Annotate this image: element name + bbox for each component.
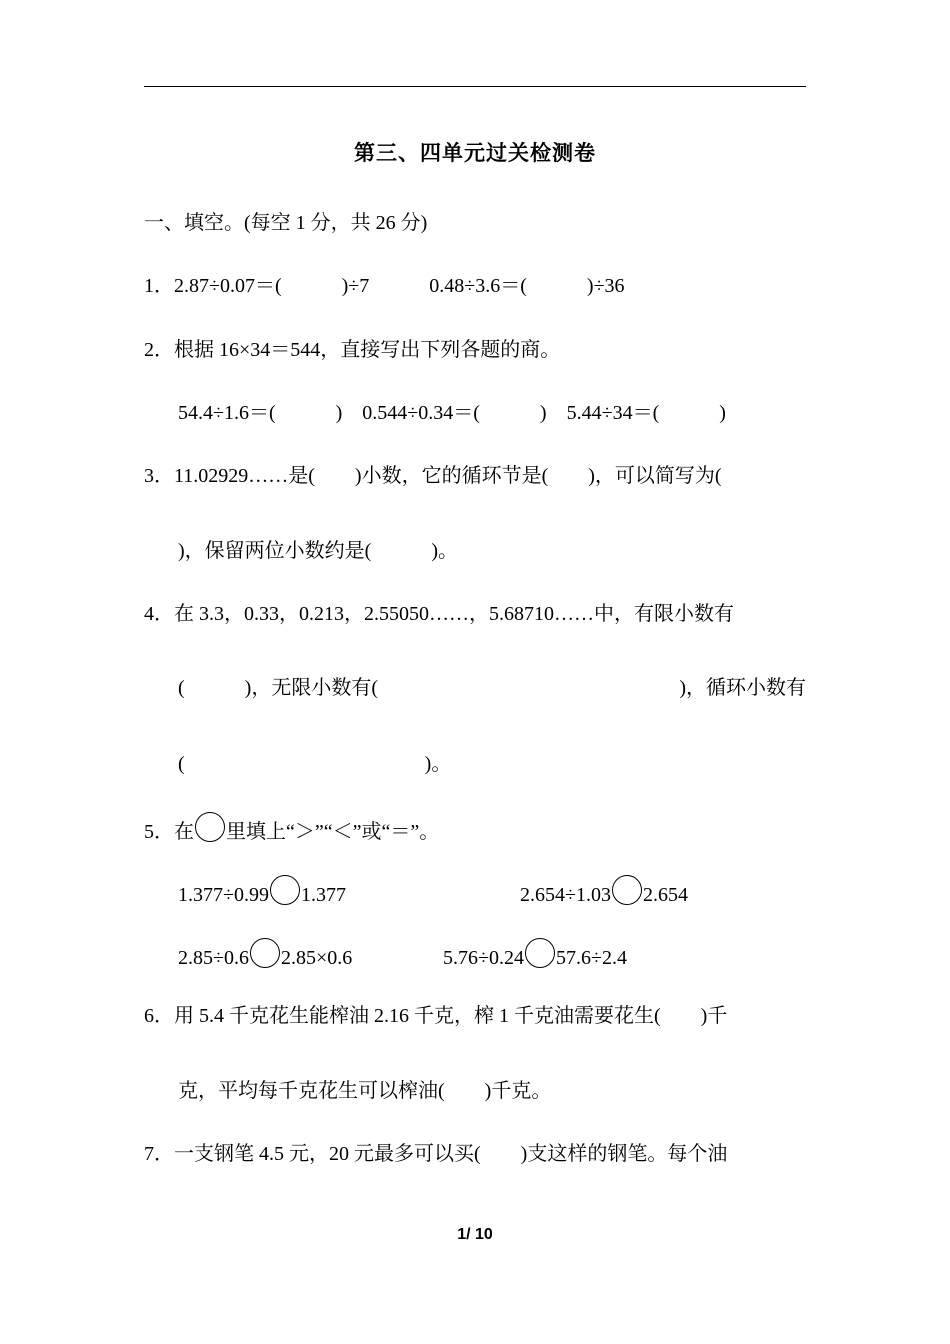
question-1: 1．2.87÷0.07＝( )÷7 0.48÷3.6＝( )÷36 [144, 275, 625, 297]
answer-circle-icon[interactable] [525, 938, 555, 968]
blank-circle-icon [195, 812, 225, 842]
compare-item [443, 938, 627, 972]
question-4-line3: ( )。 [178, 753, 452, 775]
section-heading: 一、填空。(每空 1 分，共 26 分) [144, 212, 428, 234]
compare-right: 57.6÷2.4 [555, 947, 627, 969]
question-3-text: 3．11.02929……是( )小数，它的循环节是( )，可以简写为( [144, 465, 722, 487]
question-4-left: ( )，无限小数有( [178, 677, 378, 699]
question-3-line1 [144, 462, 806, 490]
compare-left: 5.76÷0.24 [443, 947, 524, 969]
page-title: 第三、四单元过关检测卷 [354, 141, 596, 165]
header-rule [144, 86, 806, 87]
question-4-right: )，循环小数有 [679, 677, 806, 699]
question-2: 2．根据 16×34＝544，直接写出下列各题的商。 [144, 339, 561, 361]
question-2-subitems: 54.4÷1.6＝( ) 0.544÷0.34＝( ) 5.44÷34＝( ) [178, 402, 726, 424]
compare-left: 1.377÷0.99 [178, 884, 269, 906]
compare-right: 1.377 [300, 884, 346, 906]
compare-right: 2.654 [642, 884, 688, 906]
question-6-line1: 6．用 5.4 千克花生能榨油 2.16 千克，榨 1 千克油需要花生( )千 [144, 1005, 728, 1027]
compare-item [520, 875, 688, 909]
question-3-line2: )，保留两位小数约是( )。 [178, 540, 458, 562]
question-4-line2 [178, 674, 806, 702]
compare-left: 2.654÷1.03 [520, 884, 611, 906]
question-5-suffix: 里填上“＞”“＜”或“＝”。 [226, 821, 440, 843]
compare-right: 2.85×0.6 [280, 947, 353, 969]
compare-item [178, 938, 352, 972]
page-number: 1/ 10 [457, 1226, 493, 1243]
question-6-line2: 克，平均每千克花生可以榨油( )千克。 [178, 1080, 552, 1102]
question-5 [144, 812, 439, 846]
compare-item [178, 875, 346, 909]
answer-circle-icon[interactable] [270, 875, 300, 905]
answer-circle-icon[interactable] [612, 875, 642, 905]
answer-circle-icon[interactable] [250, 938, 280, 968]
compare-left: 2.85÷0.6 [178, 947, 249, 969]
question-7-line1: 7．一支钢笔 4.5 元，20 元最多可以买( )支这样的钢笔。每个油 [144, 1143, 728, 1165]
question-4-line1: 4．在 3.3，0.33，0.213，2.55050……，5.68710……中，有限小数有 [144, 603, 734, 625]
question-5-prefix: 5．在 [144, 821, 194, 843]
